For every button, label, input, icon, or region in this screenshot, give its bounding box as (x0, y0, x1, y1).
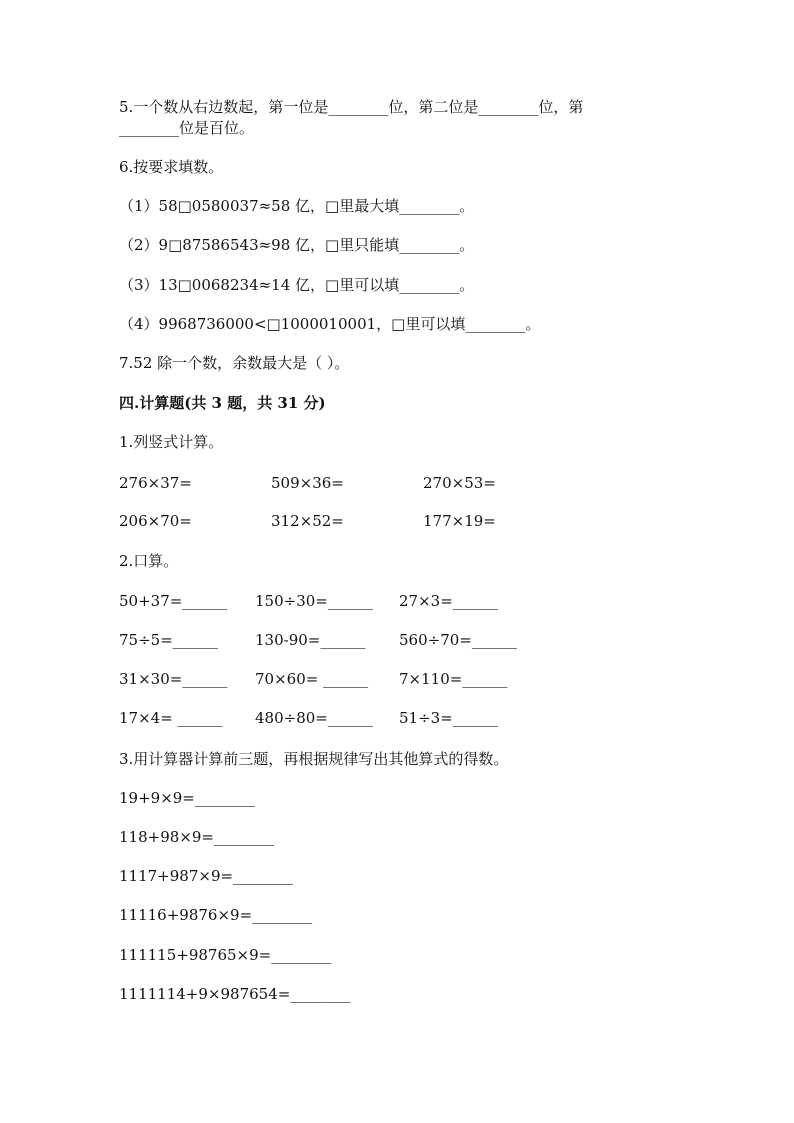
question-7: 7.52 除一个数，余数最大是（ ）。 (119, 354, 350, 372)
calc3-title: 3.用计算器计算前三题，再根据规律写出其他算式的得数。 (119, 750, 509, 768)
mental-math-item: 70×60= ______ (255, 670, 369, 688)
mental-math-item: 50+37=______ (119, 592, 228, 610)
calculator-item: 111115+98765×9=________ (119, 946, 332, 964)
mental-math-item: 480÷80=______ (255, 709, 373, 727)
calc1-expr: 509×36= (271, 474, 344, 492)
calc2-title: 2.口算。 (119, 552, 179, 570)
mental-math-item: 75÷5=______ (119, 631, 218, 649)
q5-line-1: 5.一个数从右边数起，第一位是________位，第二位是________位，第 (119, 98, 584, 116)
mental-math-item: 130-90=______ (255, 631, 366, 649)
calculator-item: 118+98×9=________ (119, 828, 274, 846)
q5-line-2: ________位是百位。 (119, 119, 255, 137)
q6-item-3: （3）13□0068234≈14 亿，□里可以填________。 (119, 276, 475, 294)
calculator-item: 1111114+9×987654=________ (119, 985, 351, 1003)
calc1-title: 1.列竖式计算。 (119, 433, 224, 451)
mental-math-item: 7×110=______ (399, 670, 508, 688)
mental-math-item: 51÷3=______ (399, 709, 498, 727)
calculator-item: 11116+9876×9=________ (119, 906, 313, 924)
calc1-expr: 177×19= (423, 512, 496, 530)
mental-math-item: 17×4= ______ (119, 709, 223, 727)
calculator-item: 1117+987×9=________ (119, 867, 294, 885)
section-title: 四.计算题(共 3 题，共 31 分) (119, 394, 326, 412)
calc1-expr: 276×37= (119, 474, 192, 492)
mental-math-item: 150÷30=______ (255, 592, 373, 610)
mental-math-item: 27×3=______ (399, 592, 498, 610)
calc1-expr: 206×70= (119, 512, 192, 530)
q6-title: 6.按要求填数。 (119, 158, 224, 176)
calc1-expr: 312×52= (271, 512, 344, 530)
q6-item-4: （4）9968736000<□1000010001，□里可以填________。 (119, 315, 541, 333)
q6-item-2: （2）9□87586543≈98 亿，□里只能填________。 (119, 236, 475, 254)
q6-item-1: （1）58□0580037≈58 亿，□里最大填________。 (119, 197, 475, 215)
calculator-item: 19+9×9=________ (119, 789, 255, 807)
mental-math-item: 560÷70=______ (399, 631, 517, 649)
mental-math-item: 31×30=______ (119, 670, 228, 688)
calc1-expr: 270×53= (423, 474, 496, 492)
